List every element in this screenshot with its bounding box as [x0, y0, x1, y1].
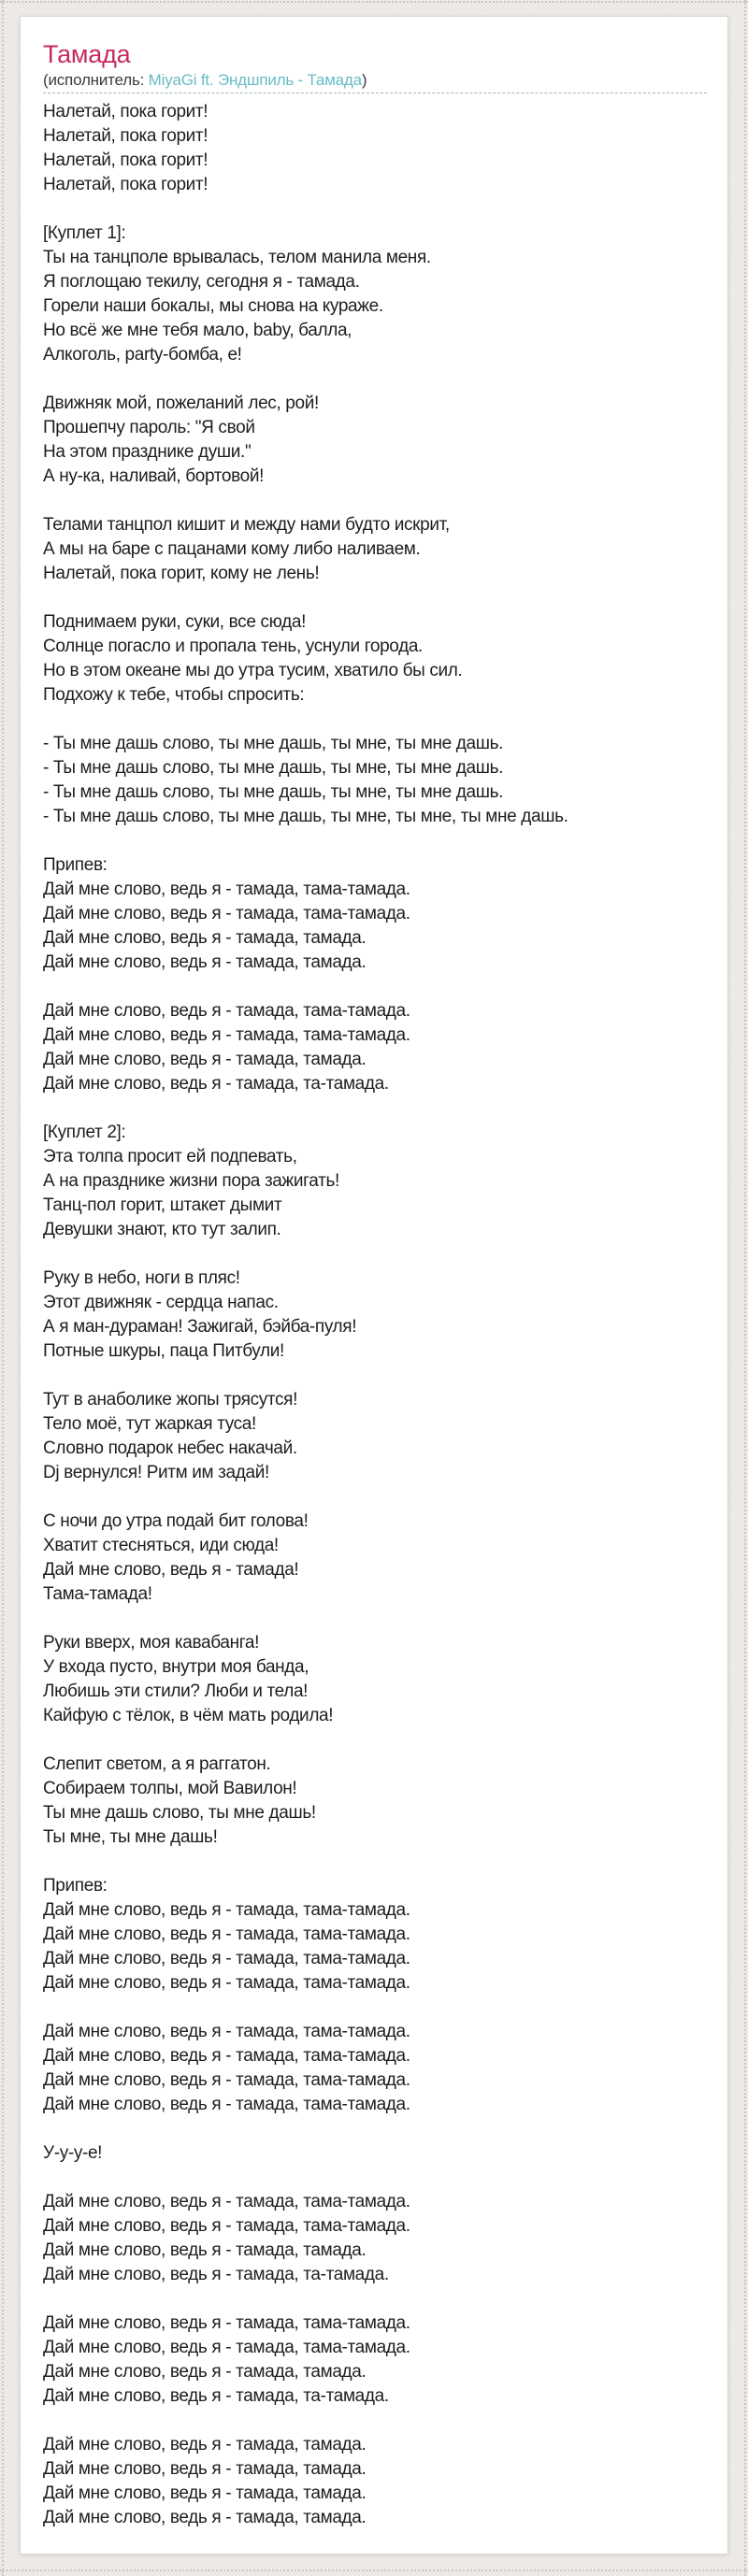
- lyric-line: Горели наши бокалы, мы снова на кураже.: [43, 296, 383, 316]
- stanza: [43, 2433, 707, 2530]
- lyric-line: Ты мне, ты мне дашь!: [43, 1827, 218, 1847]
- stanza: [43, 392, 707, 489]
- stanza: [43, 2141, 707, 2166]
- lyric-line: Эта толпа просит ей подпевать,: [43, 1147, 297, 1166]
- lyric-line: Я поглощаю текилу, сегодня я - тамада.: [43, 272, 360, 292]
- stanza: [43, 2020, 707, 2117]
- lyric-line: Ты на танцполе врывалась, телом манила меня.: [43, 248, 431, 267]
- page-bottom-dotted-edge: [0, 2569, 748, 2571]
- lyric-line: Дай мне слово, ведь я - тамада, та-тамада.: [43, 2265, 389, 2284]
- lyric-line: Dj вернулся! Ритм им задай!: [43, 1463, 269, 1482]
- lyric-line: Дай мне слово, ведь я - тамада, тама-тамада.: [43, 1949, 410, 1968]
- stanza: [43, 1510, 707, 1607]
- lyric-line: Потные шкуры, паца Питбули!: [43, 1341, 284, 1361]
- stanza: [43, 513, 707, 586]
- stanza: [43, 2190, 707, 2287]
- lyrics-text: [43, 100, 707, 2530]
- stanza: [43, 853, 707, 975]
- lyric-line: Дай мне слово, ведь я - тамада, тама-тамада.: [43, 2313, 410, 2333]
- lyric-line: Любишь эти стили? Люби и тела!: [43, 1682, 309, 1701]
- lyric-line: Телами танцпол кишит и между нами будто искрит,: [43, 515, 450, 535]
- lyric-line: У-у-у-е!: [43, 2143, 103, 2163]
- song-title: Тамада: [43, 40, 131, 68]
- lyric-line: Дай мне слово, ведь я - тамада, та-тамада.: [43, 2386, 389, 2406]
- lyric-line: Поднимаем руки, суки, все сюда!: [43, 612, 306, 632]
- lyric-line: - Ты мне дашь слово, ты мне дашь, ты мне, ты мне дашь.: [43, 782, 504, 802]
- artist-link[interactable]: MiyaGi ft. Эндшпиль - Тамада: [148, 71, 362, 89]
- lyric-line: Дай мне слово, ведь я - тамада, тама-тамада.: [43, 2338, 410, 2357]
- lyric-line: - Ты мне дашь слово, ты мне дашь, ты мне, ты мне, ты мне дашь.: [43, 807, 568, 826]
- lyric-line: Дай мне слово, ведь я - тамада, тама-тамада.: [43, 1925, 410, 1944]
- page-right-dotted-edge: [744, 0, 746, 2576]
- lyric-line: У входа пусто, внутри моя банда,: [43, 1657, 309, 1677]
- lyric-line: Тело моё, тут жаркая туса!: [43, 1414, 256, 1434]
- lyric-line: [Куплет 1]:: [43, 223, 126, 243]
- lyric-line: Дай мне слово, ведь я - тамада, тама-тамада.: [43, 1001, 410, 1021]
- stanza: [43, 1874, 707, 1996]
- lyric-line: Припев:: [43, 855, 108, 875]
- lyric-line: Кайфую с тёлок, в чём мать родила!: [43, 1706, 334, 1725]
- lyric-line: Дай мне слово, ведь я - тамада, тама-тамада.: [43, 880, 410, 899]
- lyric-line: - Ты мне дашь слово, ты мне дашь, ты мне, ты мне дашь.: [43, 734, 504, 753]
- artist-line: [43, 71, 707, 93]
- lyric-line: Дай мне слово, ведь я - тамада, тама-тамада.: [43, 2192, 410, 2211]
- artist-label: (исполнитель:: [43, 71, 149, 89]
- lyric-line: Припев:: [43, 1876, 108, 1896]
- lyric-line: Танц-пол горит, штакет дымит: [43, 1195, 282, 1215]
- lyric-line: Дай мне слово, ведь я - тамада, тамада.: [43, 928, 367, 948]
- lyric-line: Дай мне слово, ведь я - тамада, тама-тамада.: [43, 2070, 410, 2090]
- lyric-line: На этом празднике души.": [43, 442, 252, 462]
- lyric-line: Руки вверх, моя кавабанга!: [43, 1633, 260, 1653]
- stanza: [43, 100, 707, 197]
- lyric-line: Дай мне слово, ведь я - тамада, тамада.: [43, 1050, 367, 1069]
- lyric-line: С ночи до утра подай бит голова!: [43, 1511, 309, 1531]
- lyric-line: Слепит светом, а я раггатон.: [43, 1754, 271, 1774]
- lyric-line: А я ман-дураман! Зажигай, бэйба-пуля!: [43, 1317, 357, 1337]
- stanza: [43, 1267, 707, 1364]
- stanza: [43, 999, 707, 1096]
- lyric-line: А мы на баре с пацанами кому либо наливаем.: [43, 539, 421, 559]
- stanza: [43, 1121, 707, 1242]
- stanza: [43, 1753, 707, 1850]
- lyric-line: Алкоголь, party-бомба, е!: [43, 345, 242, 365]
- lyric-line: Дай мне слово, ведь я - тамада, тама-тамада.: [43, 2216, 410, 2236]
- lyric-line: Дай мне слово, ведь я - тамада, тама-тамада.: [43, 2095, 410, 2114]
- lyric-line: Дай мне слово, ведь я - тамада, тама-тамада.: [43, 2022, 410, 2041]
- lyric-line: Дай мне слово, ведь я - тамада, та-тамада.: [43, 1074, 389, 1094]
- lyric-line: Тут в анаболике жопы трясутся!: [43, 1390, 298, 1410]
- lyric-line: Тама-тамада!: [43, 1584, 152, 1604]
- lyric-line: Ты мне дашь слово, ты мне дашь!: [43, 1803, 316, 1823]
- lyric-line: А ну-ка, наливай, бортовой!: [43, 466, 265, 486]
- stanza: [43, 610, 707, 708]
- lyric-line: Подхожу к тебе, чтобы спросить:: [43, 685, 305, 705]
- lyric-line: Дай мне слово, ведь я - тамада!: [43, 1560, 299, 1580]
- lyric-line: Дай мне слово, ведь я - тамада, тамада.: [43, 2483, 367, 2503]
- stanza: [43, 732, 707, 829]
- lyric-line: Руку в небо, ноги в пляс!: [43, 1268, 240, 1288]
- stanza: [43, 2311, 707, 2409]
- lyric-line: Налетай, пока горит!: [43, 102, 209, 122]
- lyric-line: Дай мне слово, ведь я - тамада, тамада.: [43, 952, 367, 972]
- lyric-line: Дай мне слово, ведь я - тамада, тама-тамада.: [43, 2046, 410, 2066]
- lyric-line: Дай мне слово, ведь я - тамада, тамада.: [43, 2435, 367, 2454]
- lyric-line: [Куплет 2]:: [43, 1123, 126, 1142]
- lyric-line: Дай мне слово, ведь я - тамада, тама-тамада.: [43, 904, 410, 923]
- stanza: [43, 1631, 707, 1728]
- lyrics-card: [20, 16, 728, 2555]
- lyric-line: Хватит стесняться, иди сюда!: [43, 1536, 279, 1555]
- lyric-line: - Ты мне дашь слово, ты мне дашь, ты мне, ты мне дашь.: [43, 758, 504, 778]
- page-top-dotted-edge: [0, 1, 748, 3]
- lyric-line: Налетай, пока горит!: [43, 175, 209, 194]
- lyric-line: Налетай, пока горит!: [43, 150, 209, 170]
- lyric-line: Движняк мой, пожеланий лес, рой!: [43, 394, 319, 413]
- lyric-line: Налетай, пока горит, кому не лень!: [43, 564, 320, 583]
- lyric-line: Но в этом океане мы до утра тусим, хватило бы сил.: [43, 661, 463, 680]
- lyric-line: Солнце погасло и пропала тень, уснули города.: [43, 637, 423, 656]
- lyric-line: Собираем толпы, мой Вавилон!: [43, 1779, 297, 1798]
- lyric-line: Прошепчу пароль: "Я свой: [43, 418, 255, 437]
- lyric-line: А на празднике жизни пора зажигать!: [43, 1171, 339, 1191]
- lyric-line: Дай мне слово, ведь я - тамада, тама-тамада.: [43, 1900, 410, 1920]
- lyric-line: Дай мне слово, ведь я - тамада, тамада.: [43, 2240, 367, 2260]
- lyric-line: Девушки знают, кто тут залип.: [43, 1220, 281, 1239]
- stanza: [43, 222, 707, 367]
- lyric-line: Дай мне слово, ведь я - тамада, тамада.: [43, 2459, 367, 2479]
- lyric-line: Дай мне слово, ведь я - тамада, тамада.: [43, 2362, 367, 2382]
- lyric-line: Этот движняк - сердца напас.: [43, 1293, 279, 1312]
- lyric-line: Дай мне слово, ведь я - тамада, тама-тамада.: [43, 1025, 410, 1045]
- page-left-dotted-edge: [2, 0, 4, 2576]
- lyric-line: Дай мне слово, ведь я - тамада, тамада.: [43, 2508, 367, 2527]
- lyric-line: Словно подарок небес накачай.: [43, 1438, 297, 1458]
- lyric-line: Налетай, пока горит!: [43, 126, 209, 146]
- artist-close-paren: ): [361, 71, 367, 89]
- stanza: [43, 1388, 707, 1485]
- lyric-line: Но всё же мне тебя мало, baby, балла,: [43, 321, 352, 340]
- lyric-line: Дай мне слово, ведь я - тамада, тама-тамада.: [43, 1973, 410, 1993]
